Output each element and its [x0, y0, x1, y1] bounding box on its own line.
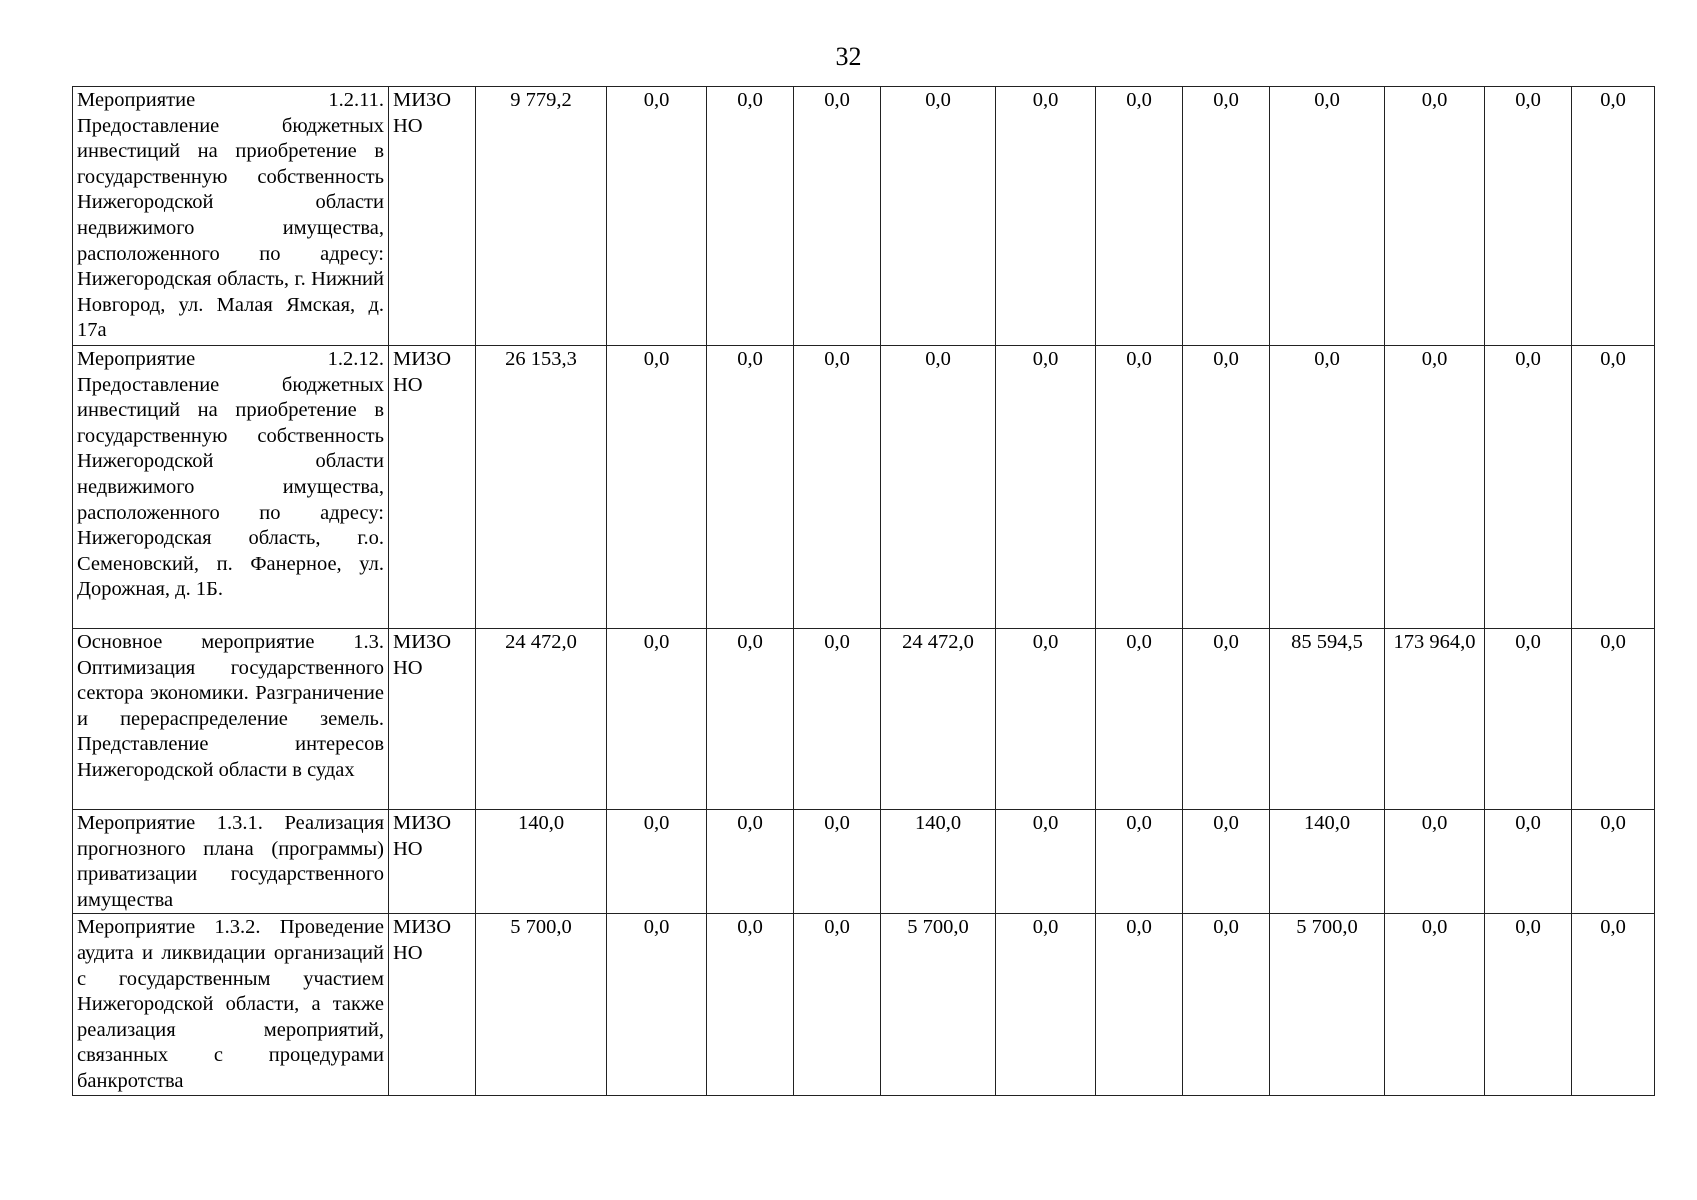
value-cell: 0,0: [607, 87, 707, 346]
table-row: [73, 810, 1655, 914]
value-cell: 0,0: [607, 629, 707, 810]
table-row: [73, 629, 1655, 810]
value-cell: 140,0: [476, 810, 607, 914]
value-cell: 5 700,0: [881, 914, 996, 1095]
responsible-executor: МИЗО НО: [389, 87, 476, 346]
value-cell: 0,0: [1572, 629, 1655, 810]
value-cell: 5 700,0: [1270, 914, 1385, 1095]
measure-description: Мероприятие 1.2.11. Предоставление бюджетных инвестиций на приобретение в государственную собственность Нижегородской области недвижимого имущества, расположенного по адресу: Нижегородская область, г. Нижний Новгород, ул. Малая Ямская, д. 17а: [73, 87, 389, 346]
value-cell: 0,0: [1096, 914, 1183, 1095]
responsible-executor: МИЗО НО: [389, 914, 476, 1095]
value-cell: 0,0: [1385, 914, 1485, 1095]
value-cell: 0,0: [707, 914, 794, 1095]
value-cell: 0,0: [1572, 346, 1655, 629]
value-cell: 0,0: [1485, 629, 1572, 810]
value-cell: 0,0: [996, 914, 1096, 1095]
value-cell: 0,0: [607, 810, 707, 914]
value-cell: 0,0: [794, 914, 881, 1095]
value-cell: 0,0: [881, 346, 996, 629]
value-cell: 0,0: [881, 87, 996, 346]
value-cell: 0,0: [1183, 629, 1270, 810]
value-cell: 0,0: [996, 346, 1096, 629]
financing-table: [72, 86, 1655, 1096]
value-cell: 0,0: [707, 346, 794, 629]
value-cell: 0,0: [1385, 87, 1485, 346]
value-cell: 0,0: [1183, 810, 1270, 914]
value-cell: 0,0: [996, 629, 1096, 810]
value-cell: 0,0: [1270, 87, 1385, 346]
table-row: [73, 914, 1655, 1095]
value-cell: 0,0: [707, 87, 794, 346]
value-cell: 0,0: [1485, 810, 1572, 914]
value-cell: 140,0: [1270, 810, 1385, 914]
value-cell: 0,0: [707, 629, 794, 810]
value-cell: 0,0: [1183, 346, 1270, 629]
measure-description: Основное мероприятие 1.3. Оптимизация государственного сектора экономики. Разграничение и перераспределение земель. Представление интересов Нижегородской области в судах: [73, 629, 389, 810]
value-cell: 0,0: [1270, 346, 1385, 629]
value-cell: 0,0: [1385, 810, 1485, 914]
page-number: 32: [835, 42, 862, 71]
value-cell: 0,0: [1572, 810, 1655, 914]
measure-description: Мероприятие 1.2.12. Предоставление бюджетных инвестиций на приобретение в государственную собственность Нижегородской области недвижимого имущества, расположенного по адресу: Нижегородская область, г.о. Семеновский, п. Фанерное, ул. Дорожная, д. 1Б.: [73, 346, 389, 629]
value-cell: 0,0: [1572, 87, 1655, 346]
value-cell: 0,0: [1485, 914, 1572, 1095]
value-cell: 0,0: [996, 810, 1096, 914]
value-cell: 0,0: [1485, 87, 1572, 346]
value-cell: 0,0: [794, 87, 881, 346]
responsible-executor: МИЗО НО: [389, 629, 476, 810]
value-cell: 0,0: [607, 914, 707, 1095]
value-cell: 26 153,3: [476, 346, 607, 629]
value-cell: 24 472,0: [476, 629, 607, 810]
value-cell: 0,0: [1572, 914, 1655, 1095]
measure-description: Мероприятие 1.3.2. Проведение аудита и ликвидации организаций с государственным участием Нижегородской области, а также реализация мероприятий, связанных с процедурами банкротства: [73, 914, 389, 1095]
value-cell: 0,0: [1183, 87, 1270, 346]
value-cell: 0,0: [1096, 810, 1183, 914]
value-cell: 0,0: [1096, 87, 1183, 346]
value-cell: 173 964,0: [1385, 629, 1485, 810]
measure-description: Мероприятие 1.3.1. Реализация прогнозного плана (программы) приватизации государственного имущества: [73, 810, 389, 914]
value-cell: 0,0: [996, 87, 1096, 346]
responsible-executor: МИЗО НО: [389, 346, 476, 629]
table-row: [73, 346, 1655, 629]
value-cell: 0,0: [1096, 629, 1183, 810]
value-cell: 0,0: [1096, 346, 1183, 629]
table-row: [73, 87, 1655, 346]
value-cell: 0,0: [707, 810, 794, 914]
value-cell: 0,0: [1183, 914, 1270, 1095]
value-cell: 0,0: [794, 810, 881, 914]
value-cell: 9 779,2: [476, 87, 607, 346]
responsible-executor: МИЗО НО: [389, 810, 476, 914]
value-cell: 24 472,0: [881, 629, 996, 810]
value-cell: 0,0: [794, 629, 881, 810]
value-cell: 140,0: [881, 810, 996, 914]
value-cell: 5 700,0: [476, 914, 607, 1095]
value-cell: 85 594,5: [1270, 629, 1385, 810]
value-cell: 0,0: [794, 346, 881, 629]
value-cell: 0,0: [607, 346, 707, 629]
value-cell: 0,0: [1385, 346, 1485, 629]
value-cell: 0,0: [1485, 346, 1572, 629]
